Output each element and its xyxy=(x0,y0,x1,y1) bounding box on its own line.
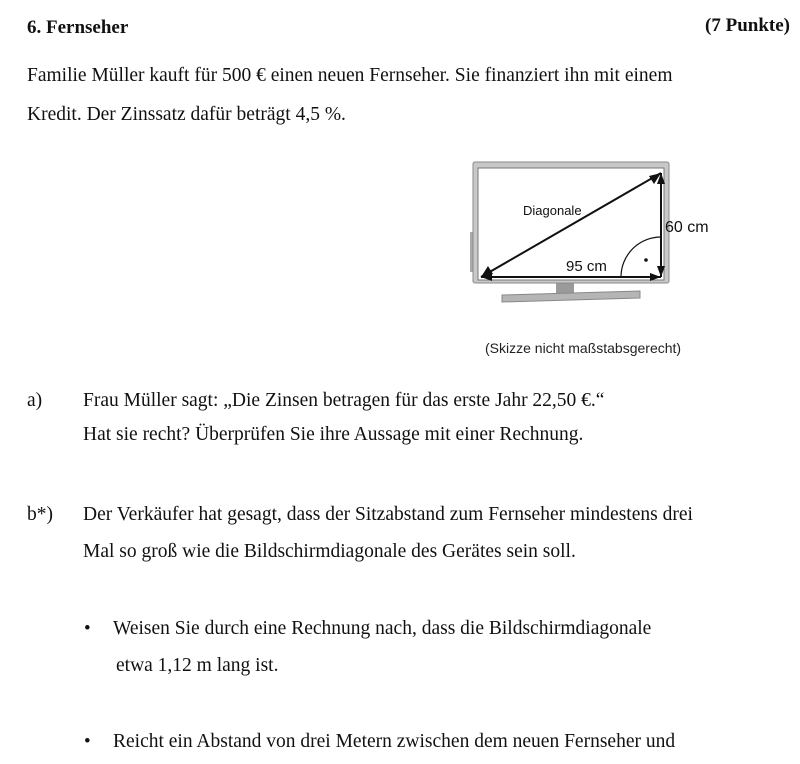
tv-stand-base xyxy=(502,291,640,302)
height-label: 60 cm xyxy=(665,219,709,236)
part-a-line-1: Frau Müller sagt: „Die Zinsen betragen für das erste Jahr 22,50 €.“ xyxy=(83,390,605,411)
task-points: (7 Punkte) xyxy=(705,15,790,36)
bullet-2-symbol: • xyxy=(84,731,91,752)
bullet-2-line-1: Reicht ein Abstand von drei Metern zwischen dem neuen Fernseher und xyxy=(113,731,676,752)
figure-caption: (Skizze nicht maßstabsgerecht) xyxy=(485,340,682,356)
part-b-marker: b*) xyxy=(27,504,53,525)
part-b-line-2: Mal so groß wie die Bildschirmdiagonale des Gerätes sein soll. xyxy=(83,541,576,562)
part-b-line-1: Der Verkäufer hat gesagt, dass der Sitzabstand zum Fernseher mindestens drei xyxy=(83,504,693,525)
bullet-1-symbol: • xyxy=(84,618,91,639)
task-title: 6. Fernseher xyxy=(27,17,129,38)
part-a-marker: a) xyxy=(27,390,43,411)
intro-line-2: Kredit. Der Zinssatz dafür beträgt 4,5 %. xyxy=(27,104,346,125)
bullet-1-line-1: Weisen Sie durch eine Rechnung nach, dass die Bildschirmdiagonale xyxy=(113,618,652,639)
diagonal-label: Diagonale xyxy=(523,203,582,218)
bullet-1-line-2: etwa 1,12 m lang ist. xyxy=(116,655,279,676)
intro-line-1: Familie Müller kauft für 500 € einen neuen Fernseher. Sie finanziert ihn mit einem xyxy=(27,65,673,86)
tv-sketch xyxy=(468,160,728,305)
width-label: 95 cm xyxy=(566,258,607,275)
right-angle-dot xyxy=(644,258,648,262)
part-a-line-2: Hat sie recht? Überprüfen Sie ihre Aussage mit einer Rechnung. xyxy=(83,424,584,445)
